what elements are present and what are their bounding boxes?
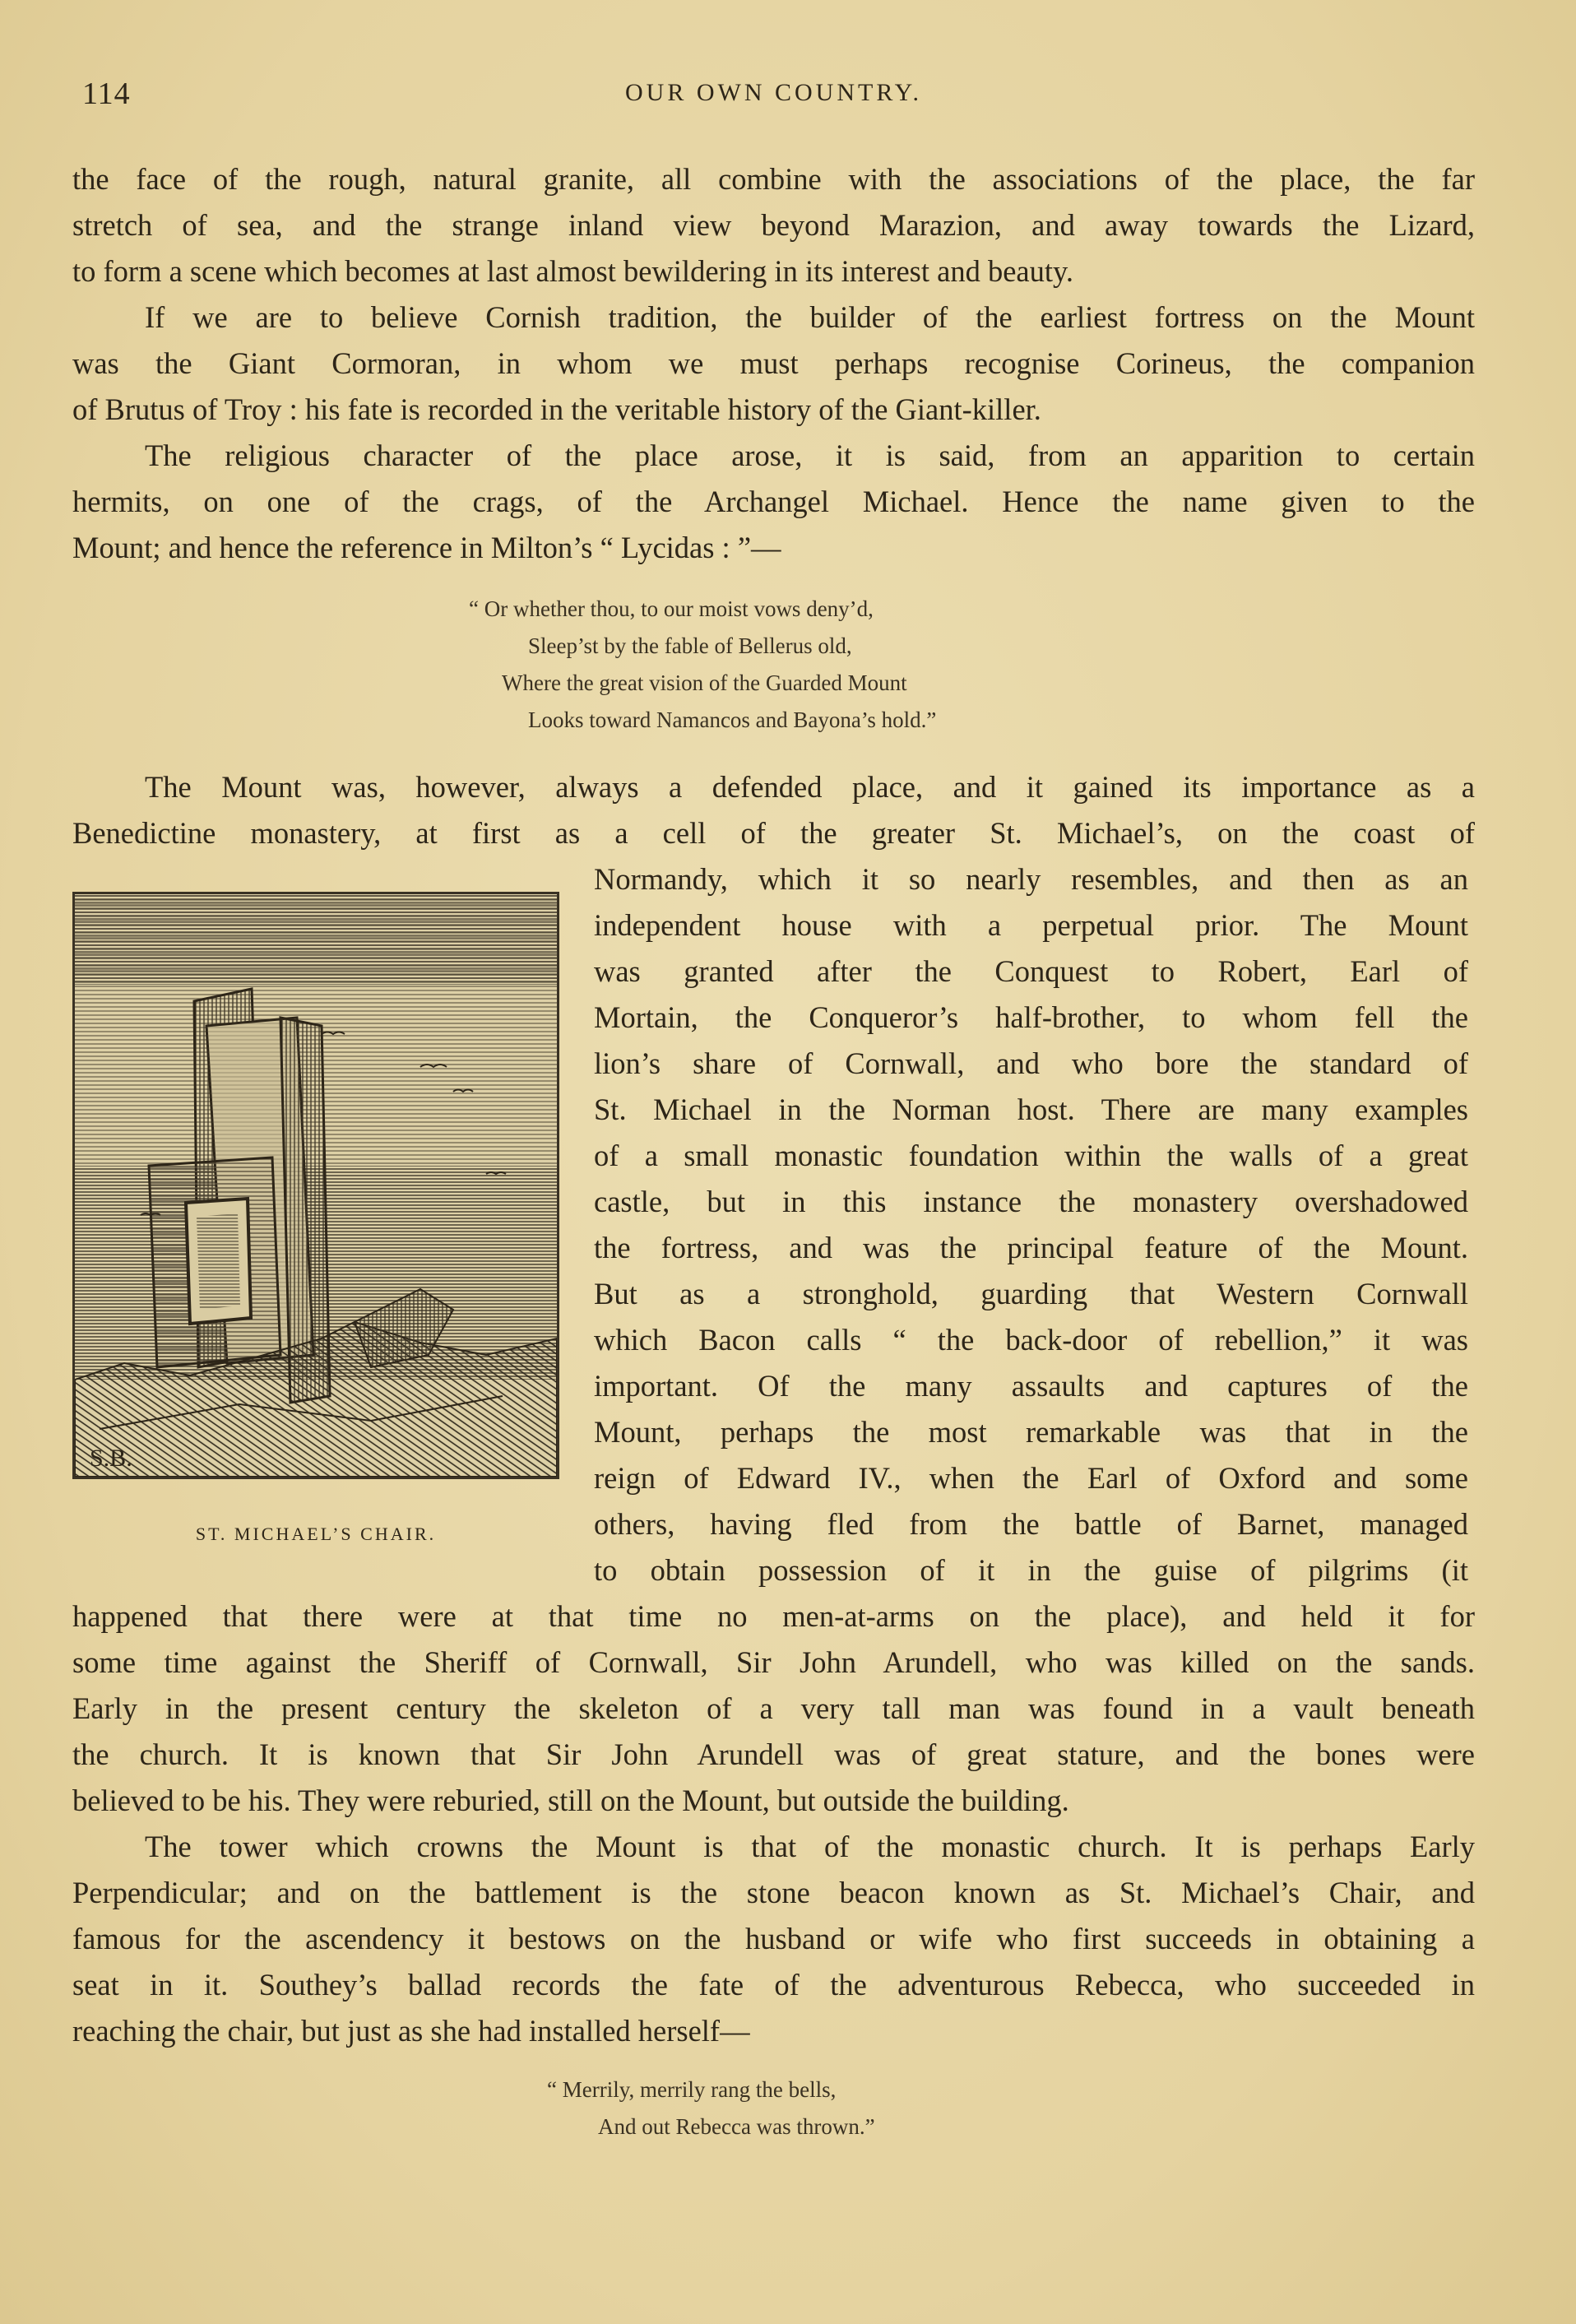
text-line: important. Of the many assaults and captures of the	[594, 1369, 1468, 1403]
text-line: Benedictine monastery, at first as a cell of the greater St. Michael’s, on the coast of	[72, 816, 1475, 850]
text-line: The tower which crowns the Mount is that of the monastic church. It is perhaps Early	[145, 1830, 1475, 1863]
lycidas-quote	[469, 591, 936, 739]
text-line: reign of Edward IV., when the Earl of Oxford and some	[594, 1461, 1468, 1495]
text-line: famous for the ascendency it bestows on the husband or wife who first succeeds in obtaining a	[72, 1922, 1475, 1955]
paragraph-2	[72, 295, 1475, 433]
text-line: was the Giant Cormoran, in whom we must perhaps recognise Corineus, the companion	[72, 346, 1475, 380]
text-line: the church. It is known that Sir John Arundell was of great stature, and the bones were	[72, 1737, 1475, 1771]
text-line: Normandy, which it so nearly resembles, and then as an	[594, 862, 1468, 896]
quote-line: “ Merrily, merrily rang the bells,	[547, 2077, 837, 2102]
southey-quote	[547, 2071, 875, 2145]
text-line: St. Michael in the Norman host. There are many examples	[594, 1092, 1468, 1126]
engraving-image	[75, 894, 557, 1477]
text-line: lion’s share of Cornwall, and who bore the standard of	[594, 1046, 1468, 1080]
paragraph-4-continued	[72, 1593, 1475, 1824]
text-line: Mount, perhaps the most remarkable was that in the	[594, 1415, 1468, 1449]
text-line: independent house with a perpetual prior. The Mount	[594, 908, 1468, 942]
paragraph-1	[72, 156, 1475, 295]
quote-line: And out Rebecca was thrown.”	[598, 2114, 875, 2139]
illustrator-signature: S.B.	[90, 1445, 132, 1472]
paragraph-5	[72, 1824, 1475, 2054]
text-line: was granted after the Conquest to Robert, Earl of	[594, 954, 1468, 988]
page-number: 114	[82, 77, 131, 111]
text-line: The Mount was, however, always a defended place, and it gained its importance as a	[145, 770, 1475, 804]
text-line: Perpendicular; and on the battlement is the stone beacon known as St. Michael’s Chair, and	[72, 1876, 1475, 1909]
text-line: If we are to believe Cornish tradition, the builder of the earliest fortress on the Mount	[145, 300, 1475, 334]
text-line: stretch of sea, and the strange inland view beyond Marazion, and away towards the Lizard,	[72, 208, 1475, 242]
text-line: to obtain possession of it in the guise of pilgrims (it	[594, 1553, 1468, 1587]
text-line: But as a stronghold, guarding that Western Cornwall	[594, 1277, 1468, 1310]
running-title: OUR OWN COUNTRY.	[625, 79, 922, 106]
text-line: Mount; and hence the reference in Milton’s “ Lycidas : ”—	[72, 531, 781, 564]
paragraph-3	[72, 433, 1475, 571]
text-line: which Bacon calls “ the back-door of rebellion,” it was	[594, 1323, 1468, 1357]
text-line: the face of the rough, natural granite, all combine with the associations of the place, the far	[72, 162, 1475, 196]
text-line: to form a scene which becomes at last almost bewildering in its interest and beauty.	[72, 254, 1073, 288]
text-line: of Brutus of Troy : his fate is recorded in the veritable history of the Giant-killer.	[72, 392, 1041, 426]
quote-line: “ Or whether thou, to our moist vows deny’d,	[469, 596, 874, 621]
st-michaels-chair-illustration	[72, 892, 559, 1479]
text-line: some time against the Sheriff of Cornwall, Sir John Arundell, who was killed on the sands.	[72, 1645, 1475, 1679]
paragraph-4-wrapped	[594, 856, 1468, 1593]
text-line: others, having fled from the battle of Barnet, managed	[594, 1507, 1468, 1541]
quote-line: Sleep’st by the fable of Bellerus old,	[528, 633, 852, 658]
text-line: believed to be his. They were reburied, still on the Mount, but outside the building.	[72, 1784, 1069, 1817]
figure-caption: ST. MICHAEL’S CHAIR.	[195, 1524, 437, 1544]
text-line: Early in the present century the skeleton of a very tall man was found in a vault beneath	[72, 1691, 1475, 1725]
page-header	[72, 76, 1475, 117]
paragraph-4-intro	[72, 764, 1475, 856]
text-line: seat in it. Southey’s ballad records the fate of the adventurous Rebecca, who succeeded in	[72, 1968, 1475, 2002]
text-line: castle, but in this instance the monastery overshadowed	[594, 1185, 1468, 1218]
text-line: happened that there were at that time no men-at-arms on the place), and held it for	[72, 1599, 1475, 1633]
quote-line: Looks toward Namancos and Bayona’s hold.”	[528, 707, 937, 732]
text-line: reaching the chair, but just as she had installed herself—	[72, 2014, 750, 2048]
text-line: of a small monastic foundation within the walls of a great	[594, 1139, 1468, 1172]
text-line: the fortress, and was the principal feature of the Mount.	[594, 1231, 1468, 1264]
text-line: The religious character of the place arose, it is said, from an apparition to certain	[145, 438, 1475, 472]
text-line: Mortain, the Conqueror’s half-brother, to whom fell the	[594, 1000, 1468, 1034]
text-line: hermits, on one of the crags, of the Archangel Michael. Hence the name given to the	[72, 485, 1475, 518]
quote-line: Where the great vision of the Guarded Mount	[502, 670, 907, 695]
